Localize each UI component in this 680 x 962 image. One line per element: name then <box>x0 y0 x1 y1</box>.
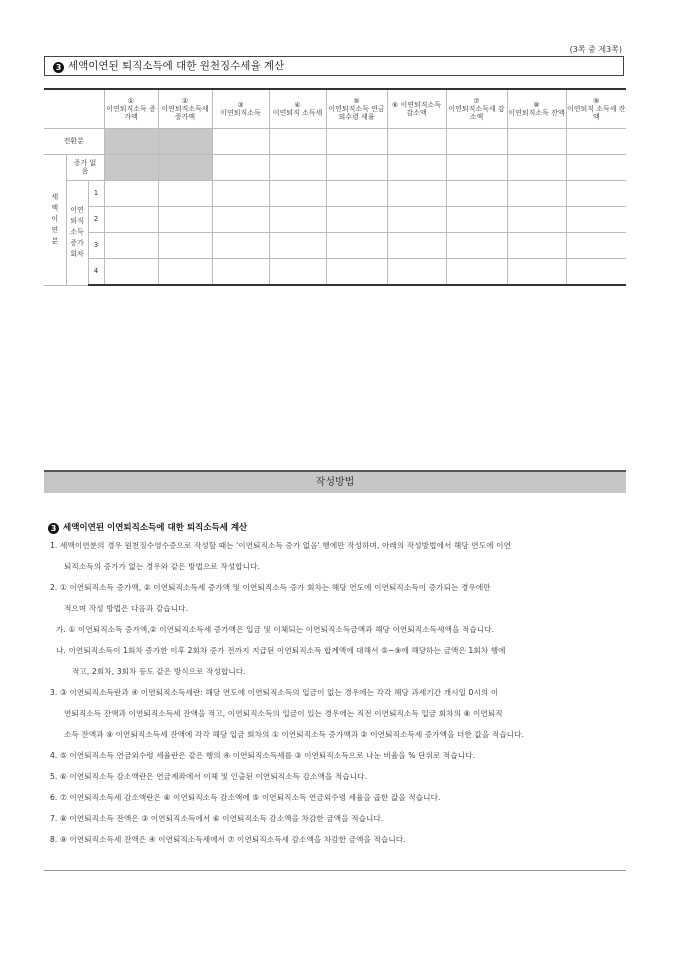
cell-disabled <box>158 154 212 180</box>
row-label-no-increase: 증가 없음 <box>66 154 104 180</box>
cell-disabled <box>104 128 158 154</box>
instruction-line: 나. 이연퇴직소득이 1회차 증가한 이후 2회차 증가 전까지 지급된 이연퇴직소득 합계액에 대해서 ⑤~⑨에 해당하는 금액은 1회차 행에 <box>56 646 506 655</box>
section-title: 세액이연된 퇴직소득에 대한 원천징수세율 계산 <box>68 60 285 72</box>
table-cell[interactable] <box>326 180 387 206</box>
instruction-line: 소득 잔액과 ⑨ 이연퇴직소득세 잔액에 각각 해당 입금 회차의 ① 이연퇴직소득 증가액과 ② 이연퇴직소득세 증가액을 더한 값을 적습니다. <box>64 730 525 739</box>
table-cell[interactable] <box>446 180 507 206</box>
table-cell[interactable] <box>212 128 269 154</box>
instruction-line: 7. ⑧ 이연퇴직소득 잔액은 ③ 이연퇴직소득에서 ⑥ 이연퇴직소득 감소액을 차감한 금액을 적습니다. <box>50 814 384 823</box>
table-cell[interactable] <box>326 232 387 258</box>
section-number-badge: 3 <box>53 62 64 73</box>
table-cell[interactable] <box>269 258 326 285</box>
table-cell[interactable] <box>387 128 446 154</box>
cell-disabled <box>158 128 212 154</box>
header-corner-cell <box>44 89 104 128</box>
table-row-round-3 <box>44 232 626 258</box>
instruction-line: 5. ⑥ 이연퇴직소득 감소액란은 연금계좌에서 이체 및 인출된 이연퇴직소득 감소액을 적습니다. <box>50 772 368 781</box>
table-cell[interactable] <box>212 154 269 180</box>
table-cell[interactable] <box>566 206 626 232</box>
instruction-line: 3. ③ 이연퇴직소득란과 ④ 이연퇴직소득세란: 해당 연도에 이연퇴직소득의 입금이 없는 경우에는 각각 해당 과세기간 개시일 0시의 이 <box>50 688 499 697</box>
withholding-rate-table <box>44 88 626 286</box>
table-row-transfer <box>44 128 626 154</box>
footer-divider <box>44 870 626 871</box>
table-cell[interactable] <box>269 128 326 154</box>
col-header-6: ⑥ 이연퇴직소득 감소액 <box>387 89 446 128</box>
table-header-row <box>44 89 626 128</box>
table-cell[interactable] <box>158 180 212 206</box>
table-cell[interactable] <box>446 258 507 285</box>
table-cell[interactable] <box>446 206 507 232</box>
table-cell[interactable] <box>507 154 566 180</box>
instruction-line: 4. ⑤ 이연퇴직소득 연금외수령 세율란은 같은 행의 ④ 이연퇴직소득세를 ③ 이연퇴직소득으로 나눈 비율을 % 단위로 적습니다. <box>50 751 476 760</box>
instructions-heading <box>48 521 247 534</box>
table-row-round-4 <box>44 258 626 285</box>
table-cell[interactable] <box>446 232 507 258</box>
table-cell[interactable] <box>158 258 212 285</box>
table-cell[interactable] <box>158 206 212 232</box>
instruction-line: 가. ① 이연퇴직소득 증가액,② 이연퇴직소득세 증가액은 입금 및 이체되는 이연퇴직소득금액과 해당 이연퇴직소득세액을 적습니다. <box>56 625 495 634</box>
table-cell[interactable] <box>566 128 626 154</box>
table-cell[interactable] <box>326 258 387 285</box>
instruction-line: 퇴직소득의 증가가 없는 경우와 같은 방법으로 작성합니다. <box>64 562 261 571</box>
table-cell[interactable] <box>446 128 507 154</box>
table-cell[interactable] <box>507 180 566 206</box>
instruction-line: 연퇴직소득 잔액과 이연퇴직소득세 잔액을 적고, 이연퇴직소득의 입금이 있는 경우에는 직전 이연퇴직소득 입금 회차의 ⑧ 이연퇴직 <box>64 709 503 718</box>
round-number: 1 <box>88 180 104 206</box>
instruction-line: 적으며 작성 방법은 다음과 같습니다. <box>64 604 189 613</box>
col-header-3: ③ 이연퇴직소득 <box>212 89 269 128</box>
table-cell[interactable] <box>212 206 269 232</box>
cell-disabled <box>104 154 158 180</box>
row-group-label: 세액이연분 <box>44 154 66 285</box>
col-header-2: ② 이연퇴직소득세 증가액 <box>158 89 212 128</box>
table-cell[interactable] <box>104 206 158 232</box>
round-number: 3 <box>88 232 104 258</box>
instruction-line: 2. ① 이연퇴직소득 증가액, ② 이연퇴직소득세 증가액 및 이연퇴직소득 증가 회차는 해당 연도에 이연퇴직소득이 증가되는 경우에만 <box>50 583 491 592</box>
table-cell[interactable] <box>387 232 446 258</box>
table-row-round-2 <box>44 206 626 232</box>
table-cell[interactable] <box>158 232 212 258</box>
table-cell[interactable] <box>269 180 326 206</box>
table-cell[interactable] <box>104 180 158 206</box>
table-cell[interactable] <box>566 180 626 206</box>
instruction-line: 적고, 2회차, 3회차 등도 같은 방식으로 작성합니다. <box>72 667 246 676</box>
col-header-4: ④ 이연퇴직 소득세 <box>269 89 326 128</box>
page-number: (3쪽 중 제3쪽) <box>569 45 622 54</box>
table-row-round-1 <box>44 180 626 206</box>
table-cell[interactable] <box>387 206 446 232</box>
row-label-transfer: 전환분 <box>44 128 104 154</box>
table-cell[interactable] <box>507 128 566 154</box>
table-cell[interactable] <box>387 180 446 206</box>
round-number: 2 <box>88 206 104 232</box>
table-cell[interactable] <box>507 206 566 232</box>
table-cell[interactable] <box>387 258 446 285</box>
instruction-line: 1. 세액이연분의 경우 원천징수영수증으로 작성할 때는 '이연퇴직소득 증가 없음' 행에만 작성하며, 아래의 작성방법에서 해당 연도에 이연 <box>50 541 511 550</box>
col-header-8: ⑧ 이연퇴직소득 잔액 <box>507 89 566 128</box>
col-header-7: ⑦ 이연퇴직소득세 감소액 <box>446 89 507 128</box>
table-cell[interactable] <box>212 232 269 258</box>
table-cell[interactable] <box>566 154 626 180</box>
table-cell[interactable] <box>326 128 387 154</box>
table-cell[interactable] <box>446 154 507 180</box>
instructions-heading-text: 세액이연된 이연퇴직소득에 대한 퇴직소득세 계산 <box>63 523 248 533</box>
table-cell[interactable] <box>104 258 158 285</box>
table-cell[interactable] <box>507 258 566 285</box>
table-cell[interactable] <box>566 232 626 258</box>
table-cell[interactable] <box>507 232 566 258</box>
table-cell[interactable] <box>269 232 326 258</box>
section-title-box <box>44 56 624 76</box>
table-cell[interactable] <box>212 258 269 285</box>
round-number: 4 <box>88 258 104 285</box>
table-cell[interactable] <box>326 206 387 232</box>
table-cell[interactable] <box>326 154 387 180</box>
col-header-9: ⑨ 이연퇴직 소득세 잔액 <box>566 89 626 128</box>
col-header-5: ⑤ 이연퇴직소득 연금외수령 세율 <box>326 89 387 128</box>
table-cell[interactable] <box>104 232 158 258</box>
instruction-line: 8. ⑨ 이연퇴직소득세 잔액은 ④ 이연퇴직소득세에서 ⑦ 이연퇴직소득세 감소액을 차감한 금액을 적습니다. <box>50 835 406 844</box>
table-cell[interactable] <box>269 154 326 180</box>
row-subgroup-label: 이연퇴직소득증가회차 <box>66 180 88 285</box>
table-cell[interactable] <box>212 180 269 206</box>
instructions-title-bar: 작성방법 <box>44 470 626 493</box>
heading-number-badge: 3 <box>48 523 59 534</box>
table-cell[interactable] <box>566 258 626 285</box>
table-cell[interactable] <box>387 154 446 180</box>
instruction-line: 6. ⑦ 이연퇴직소득세 감소액란은 ⑥ 이연퇴직소득 감소액에 ⑤ 이연퇴직소득 연금외수령 세율을 곱한 값을 적습니다. <box>50 793 441 802</box>
table-row-no-increase <box>44 154 626 180</box>
col-header-1: ① 이연퇴직소득 증가액 <box>104 89 158 128</box>
table-cell[interactable] <box>269 206 326 232</box>
